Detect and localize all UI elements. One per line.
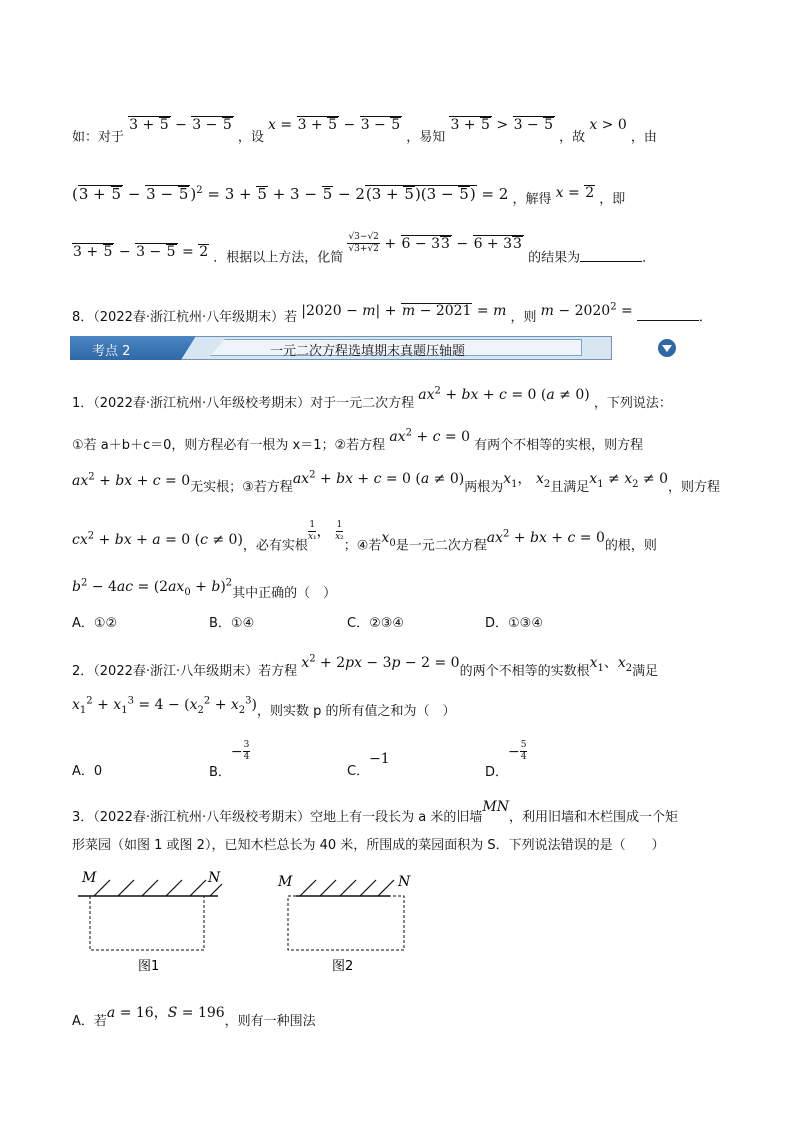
question-2-option-b[interactable]: [209, 740, 250, 780]
text: ，下列说法：: [593, 396, 672, 411]
math-expr: 3 + 5 > 3 − 5: [450, 117, 554, 133]
question-1-line-3: [72, 469, 721, 498]
text: ．: [698, 310, 712, 325]
figure-diagrams: [72, 866, 442, 976]
text: ，则: [510, 310, 537, 325]
math-expr: $ax^2$ + bx + c = 0: [486, 527, 605, 546]
answer-blank[interactable]: [637, 308, 699, 321]
wall-hatch: [94, 880, 222, 896]
text: 是一元二次方程: [395, 538, 487, 554]
question-number: 8．: [72, 310, 94, 325]
text: 的结果为: [528, 250, 581, 266]
text: 其中正确的（ ）: [232, 586, 337, 601]
option-label: C．: [347, 764, 370, 779]
math-expr: a = 16，S = 196: [106, 1005, 225, 1021]
svg-text:N: N: [398, 874, 411, 890]
question-2-line-1: [72, 653, 659, 682]
question-number: 3．: [72, 810, 94, 825]
math-expr: − $\frac{5}{4}$: [508, 740, 527, 762]
question-number: 2．: [72, 664, 94, 679]
text: ，必有实根: [242, 538, 308, 554]
question-source: （2022春·浙江杭州·八年级校考期末）空地上有一段长为 a 米的旧墙: [93, 810, 483, 825]
math-expr: $\frac{√3-√2}{√3+√2}$ + 6 − 33 − 6 + 33: [348, 232, 522, 254]
text: ．: [642, 250, 656, 266]
question-1-option-d[interactable]: D．①③④: [485, 616, 543, 631]
math-expr: $\frac{1}{\text{x₁}}$ ， $\frac{1}{\text{x₂}}$: [307, 520, 344, 542]
math-expr: 3 + 5 − 3 − 5 = 2: [73, 243, 209, 260]
math-expr: $x_1$、$x_2$: [589, 655, 633, 674]
question-1-line-2: [72, 427, 644, 453]
question-3-line-1: [72, 799, 678, 825]
question-1-option-b[interactable]: B．①④: [209, 616, 255, 631]
text: ，解得: [512, 192, 552, 207]
text: 且满足: [550, 480, 590, 495]
text: ．根据以上方法，化简: [213, 250, 344, 266]
text: ，则有一种围法: [224, 1014, 316, 1029]
question-3-line-2: 形菜园（如图 1 或图 2），已知木栏总长为 40 米，所围成的菜园面积为 S．下列说法错误的是（ ）: [72, 838, 665, 853]
section-header: [70, 336, 612, 360]
text: 的根，则: [604, 538, 657, 554]
math-expr: 3 + 5 − 3 − 5: [129, 117, 232, 133]
text: 两根为: [464, 480, 504, 495]
math-expr: MN: [482, 799, 509, 815]
text: 无实根；③若方程: [190, 480, 293, 495]
option-label: D．: [485, 764, 509, 780]
text: ；④若: [343, 538, 382, 554]
fig1-label: 图1: [138, 959, 160, 974]
section-tab-label: 考点 2: [92, 344, 131, 359]
math-expr: x: [555, 185, 564, 201]
text: ，利用旧墙和木栏围成一个矩: [508, 810, 678, 825]
text: ，则实数 p 的所有值之和为（ ）: [257, 704, 456, 719]
question-1-line-5: [72, 577, 337, 604]
math-expr: |2020 − m| + m − 2021 = m: [301, 303, 507, 319]
chevron-down-icon[interactable]: [658, 339, 676, 357]
text: 的两个不相等的实数根: [459, 664, 590, 679]
question-2-line-2: [72, 695, 456, 722]
math-expr: − $\frac{3}{4}$: [230, 740, 250, 762]
question-number: 1．: [72, 396, 94, 411]
option-label: B．: [209, 764, 231, 780]
example-line-2: (3 + 5 − 3 − 5 )$^2$ = 3 + 5 + 3 − 5 − 2(3 + 5)(3 − 5) = 2 ，解得 x = 2 ，即: [72, 185, 626, 207]
fence-rectangle: [90, 896, 204, 950]
question-1-option-a[interactable]: A．①②: [72, 616, 118, 631]
label-n: N: [208, 870, 221, 886]
math-expr: x: [589, 117, 598, 133]
question-3-option-a[interactable]: [72, 1005, 316, 1030]
svg-text:M: M: [278, 874, 293, 890]
text: ，设: [237, 130, 264, 145]
math-expr: $x_0$: [381, 529, 396, 549]
math-expr: $cx^2$ + bx + a = 0 (c ≠ 0): [72, 529, 243, 548]
option-label: A．若: [72, 1014, 107, 1029]
text: 有两个不相等的实根，则方程: [474, 438, 644, 453]
text: ，由: [630, 130, 657, 145]
statement-1: ①若 a＋b＋c＝0，则方程必有一根为 x＝1；②若方程: [72, 438, 386, 453]
figure-2: [277, 874, 411, 974]
text: ，故: [559, 130, 586, 145]
text: 满足: [632, 664, 659, 679]
fig2-label: 图2: [332, 959, 354, 974]
question-2-option-d[interactable]: [485, 740, 527, 780]
answer-blank[interactable]: [580, 249, 642, 262]
label-m: M: [82, 870, 97, 886]
math-expr: x: [268, 117, 276, 133]
math-expr: $x_1^2 + x_1^3 = 4 - (x_2^2 + x_2^3)$: [72, 695, 258, 716]
figure-1: [78, 870, 222, 974]
question-1-option-c[interactable]: C．②③④: [347, 616, 405, 631]
math-expr: $x_1$， $x_2$: [503, 471, 551, 490]
math-expr: $m - 2020^2$ =: [540, 301, 633, 319]
text: ，则方程: [668, 480, 721, 495]
question-8: [72, 301, 712, 325]
example-line-3: [72, 232, 656, 269]
question-source: （2022春·浙江杭州·八年级期末）若: [93, 310, 298, 325]
question-source: （2022春·浙江杭州·八年级校考期末）对于一元二次方程: [93, 396, 415, 411]
math-expr: −1: [369, 751, 390, 767]
section-tab: [70, 336, 196, 360]
question-1-line-1: [72, 385, 672, 411]
question-2-option-c[interactable]: [347, 748, 390, 779]
question-2-option-a[interactable]: A．0: [72, 764, 103, 779]
math-expr: $ax^2$ + bx + c = 0 (a ≠ 0): [418, 385, 590, 403]
math-expr: (3 + 5 − 3 − 5 )$^2$ = 3 + 5 + 3 − 5 − 2(3 + 5)(3 − 5) = 2: [72, 185, 509, 203]
text: ，易知: [406, 130, 446, 145]
math-expr: $x^2 + 2px - 3p - 2 = 0$: [301, 653, 460, 671]
question-source: （2022春·浙江·八年级期末）若方程: [93, 664, 298, 679]
math-expr: $ax^2 + c = 0$: [389, 427, 470, 445]
text: 如：对于: [72, 130, 125, 145]
section-title: 一元二次方程选填期末真题压轴题: [270, 344, 466, 359]
text: ，即: [599, 192, 626, 207]
math-expr: $ax^2$ + bx + c = 0 (a ≠ 0): [292, 469, 465, 487]
example-line-1: 如：对于 3 + 5 − 3 − 5 ，设 x = 3 + 5 − 3 − 5 ，易知 3 + 5 > 3 − 5 ，故 x > 0 ，由: [72, 117, 657, 145]
math-expr: $b^2 - 4ac = (2ax_0 + b)^2$: [72, 577, 233, 598]
math-expr: $x_1 \ne x_2 \ne 0$: [589, 471, 669, 490]
math-expr: $ax^2$ + bx + c = 0: [72, 471, 191, 489]
question-1-line-4: [72, 520, 657, 557]
